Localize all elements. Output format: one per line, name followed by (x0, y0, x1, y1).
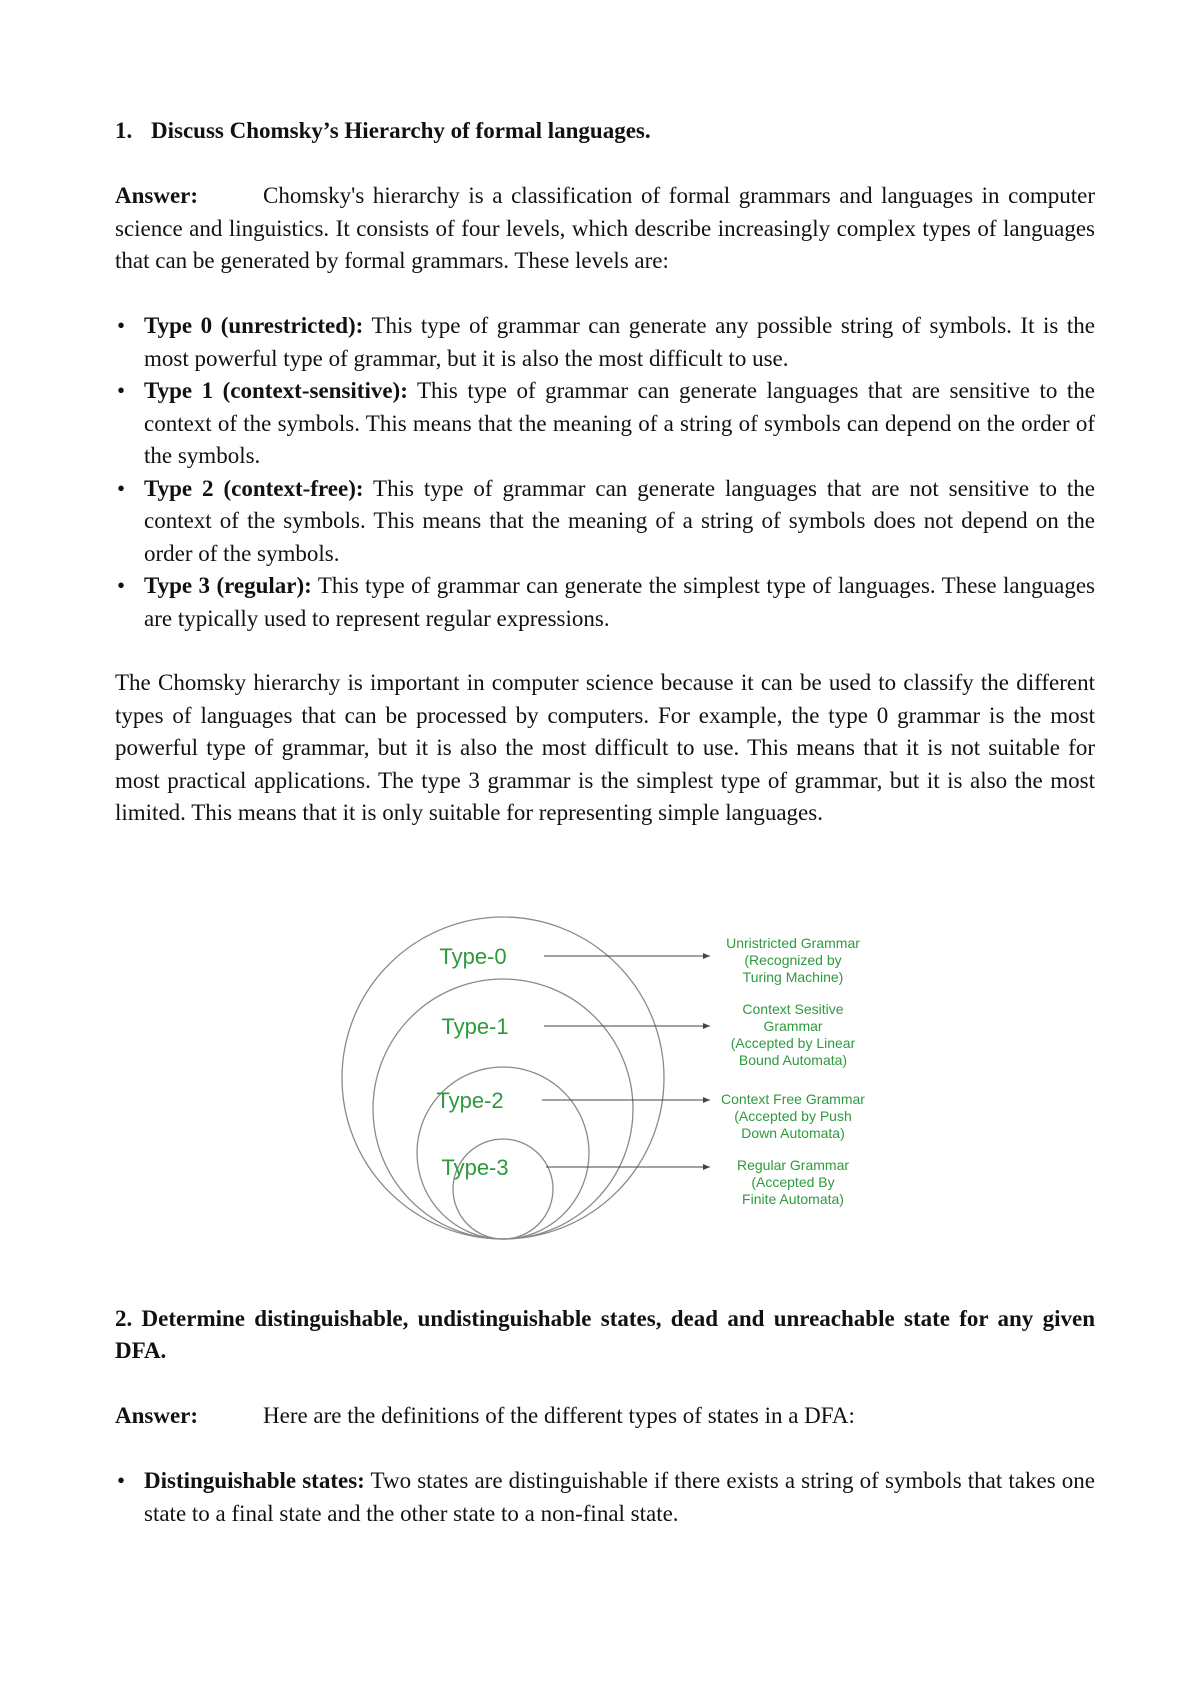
answer-1-label: Answer: (115, 183, 199, 208)
desc-type-1-line: Grammar (763, 1018, 823, 1034)
list-item-type-0 (115, 310, 1095, 375)
bullet-text: This type of grammar can generate languages that are sensitive to the context of the symbols. This means that the meaning of a string of symbols can depend on the order of the symbols. (144, 378, 1095, 468)
answer-2-text: Here are the definitions of the different types of states in a DFA: (263, 1403, 855, 1428)
question-1-text: Discuss Chomsky’s Hierarchy of formal languages. (151, 118, 651, 143)
bullet-term: Type 0 (unrestricted): (144, 313, 364, 338)
question-2-heading (115, 1303, 1095, 1367)
question-2-number: 2. (115, 1306, 133, 1331)
label-type-1: Type-1 (441, 1014, 509, 1039)
bullet-icon: • (117, 1468, 126, 1493)
question-1-heading (115, 115, 1095, 147)
bullet-icon: • (117, 313, 126, 338)
label-type-2: Type-2 (436, 1088, 504, 1113)
bullet-text: Two states are distinguishable if there exists a string of symbols that takes one state to a final state and the other state to a non-final state. (144, 1468, 1095, 1526)
bullet-icon: • (117, 378, 126, 403)
bullet-icon: • (117, 573, 126, 598)
bullet-text: This type of grammar can generate the simplest type of languages. These languages are typically used to represent regular expressions. (144, 573, 1095, 631)
desc-type-0-line: (Recognized by (744, 952, 842, 968)
list-item-type-1 (115, 375, 1095, 473)
desc-type-0-line: Unristricted Grammar (726, 935, 860, 951)
desc-type-2-line: (Accepted by Push (734, 1108, 852, 1124)
closing-paragraph: The Chomsky hierarchy is important in computer science because it can be used to classify the different types of languages that can be processed by computers. For example, the type 0 grammar is the most powerful type of grammar, but it is also the most difficult to use. This means that it is not suitable for most practical applications. The type 3 grammar is the simplest type of grammar, but it is also the most limited. This means that it is only suitable for representing simple languages. (115, 670, 1095, 825)
desc-type-2-line: Down Automata) (741, 1125, 845, 1141)
desc-type-2-line: Context Free Grammar (721, 1091, 865, 1107)
label-type-0: Type-0 (439, 944, 507, 969)
answer-1-text: Chomsky's hierarchy is a classification of formal grammars and languages in computer science and linguistics. It consists of four levels, which describe increasingly complex types of languages that can be generated by formal grammars. These levels are: (115, 183, 1095, 273)
list-item-distinguishable (115, 1465, 1095, 1530)
grammar-descriptions (721, 935, 865, 1207)
label-type-3: Type-3 (441, 1155, 509, 1180)
desc-type-1-line: (Accepted by Linear (730, 1035, 856, 1051)
grammar-types-list (115, 310, 1095, 635)
bullet-term: Type 2 (context-free): (144, 475, 364, 501)
desc-type-1-line: Bound Automata) (738, 1052, 848, 1068)
bullet-term: Type 3 (regular): (144, 573, 312, 598)
answer-2-label: Answer: (115, 1403, 199, 1428)
dfa-states-list (115, 1465, 1095, 1530)
desc-type-3-line: (Accepted By (751, 1174, 835, 1190)
desc-type-3-line: Regular Grammar (736, 1157, 850, 1173)
desc-type-3-line: Finite Automata) (742, 1191, 844, 1207)
desc-type-1-line: Context Sesitive (742, 1001, 844, 1017)
question-2-text: Determine distinguishable, undistinguishable states, dead and unreachable state for any given DFA. (115, 1306, 1095, 1363)
bullet-term: Distinguishable states: (144, 1468, 365, 1493)
answer-2-paragraph (115, 1400, 1095, 1433)
desc-type-0-line: Turing Machine) (742, 969, 844, 985)
question-1-number: 1. (115, 118, 133, 143)
list-item-type-3 (115, 570, 1095, 635)
list-item-type-2 (115, 473, 1095, 571)
answer-1-paragraph (115, 180, 1095, 278)
bullet-text: This type of grammar can generate any possible string of symbols. It is the most powerful type of grammar, but it is also the most difficult to use. (144, 313, 1095, 371)
bullet-icon: • (117, 475, 126, 501)
bullet-term: Type 1 (context-sensitive): (144, 378, 408, 403)
chomsky-hierarchy-diagram (318, 904, 888, 1246)
circle-type-3 (453, 1139, 553, 1239)
bullet-text: This type of grammar can generate languages that are not sensitive to the context of the symbols. This means that the meaning of a string of symbols does not depend on the order of the symbols. (144, 475, 1095, 566)
arrows (542, 956, 710, 1167)
